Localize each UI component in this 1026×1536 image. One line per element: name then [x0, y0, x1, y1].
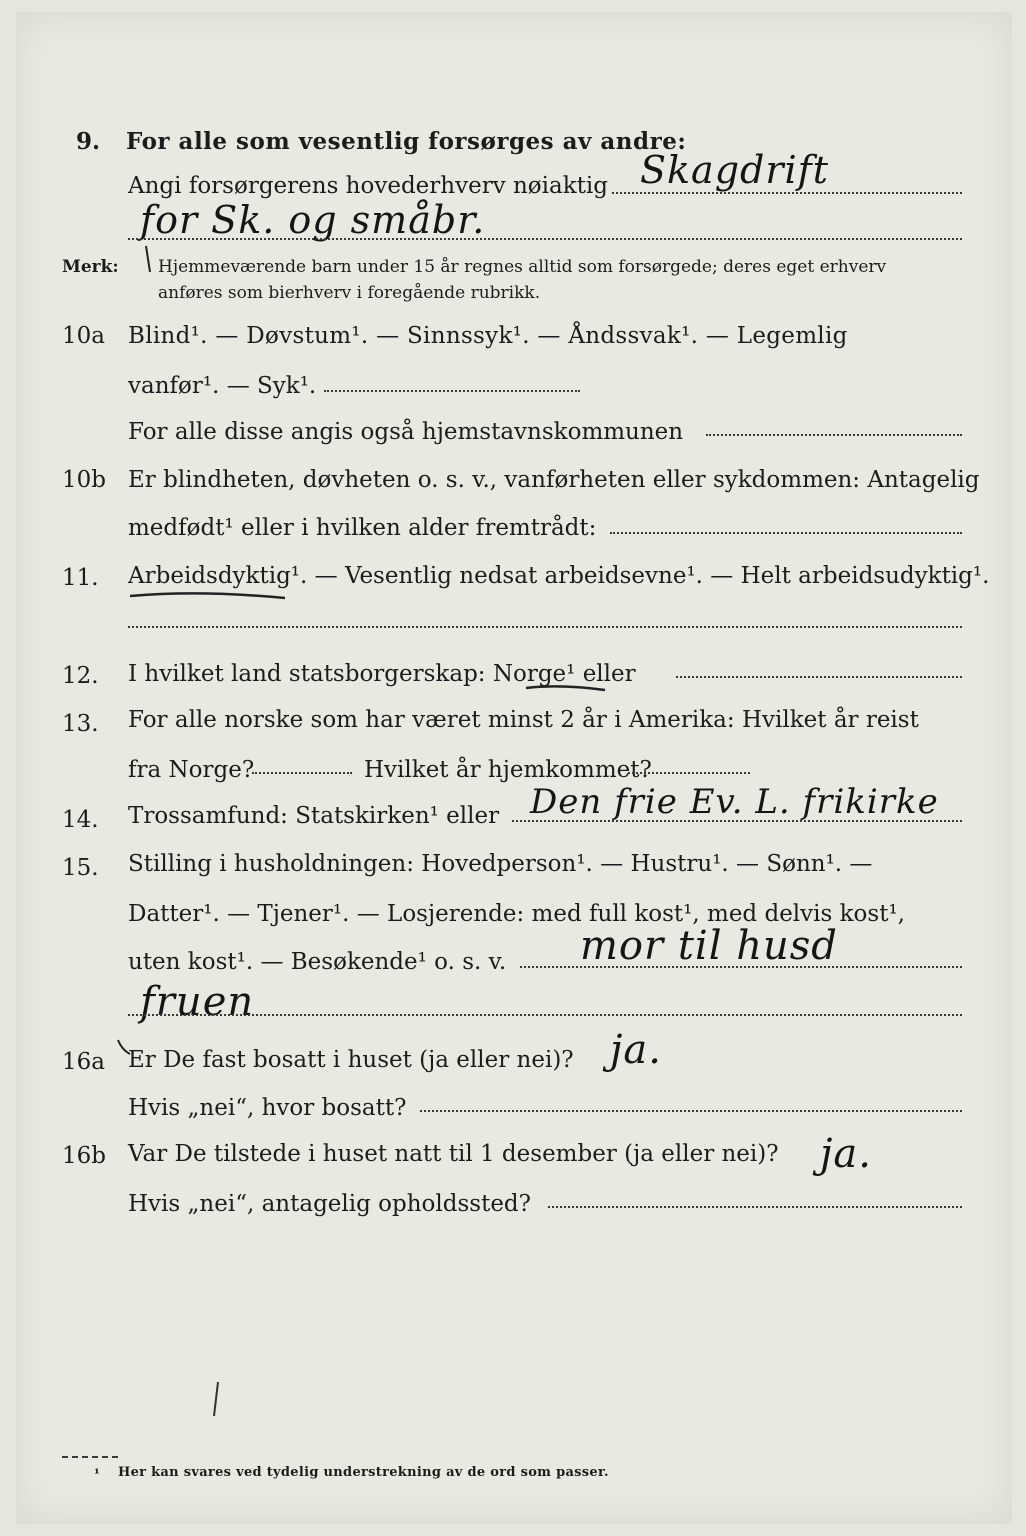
q9-number: 9.	[76, 128, 101, 155]
q11-number: 11.	[62, 565, 99, 591]
q13-line1: For alle norske som har været minst 2 år i Amerika: Hvilket år reist	[128, 707, 919, 733]
q10b-number: 10b	[62, 467, 106, 493]
q10b-line1: Er blindheten, døvheten o. s. v., vanførheten eller sykdommen: Antagelig	[128, 467, 980, 493]
footnote-text: Her kan svares ved tydelig understrekning av de ord som passer.	[118, 1465, 609, 1480]
pen-stroke-bottom	[214, 1382, 218, 1416]
q16a-line2: Hvis „nei“, hvor bosatt?	[128, 1095, 407, 1121]
q13-number: 13.	[62, 711, 99, 737]
underline-arbeidsdyktig	[130, 593, 285, 598]
merk-label: Merk:	[62, 257, 119, 277]
q14-handwritten-answer: Den frie Ev. L. frikirke	[530, 782, 939, 822]
q10b-line2: medfødt¹ eller i hvilken alder fremtrådt:	[128, 515, 597, 541]
q16a-handwritten-answer: ja.	[610, 1027, 662, 1073]
q15-line3: uten kost¹. — Besøkende¹ o. s. v.	[128, 949, 507, 975]
q11-line1: Arbeidsdyktig¹. — Vesentlig nedsat arbeidsevne¹. — Helt arbeidsudyktig¹.	[128, 563, 990, 589]
q9-line2: Angi forsørgerens hovederhverv nøiaktig	[128, 173, 608, 199]
q13-line2b: Hvilket år hjemkommet?	[364, 757, 652, 783]
q15-line2: Datter¹. — Tjener¹. — Losjerende: med full kost¹, med delvis kost¹,	[128, 901, 905, 927]
pen-stroke-merk	[146, 246, 150, 272]
q12-line1: I hvilket land statsborgerskap: Norge¹ eller	[128, 661, 636, 687]
merk-line2: anføres som bierhverv i foregående rubrikk.	[158, 283, 541, 303]
q16a-line1: Er De fast bosatt i huset (ja eller nei)?	[128, 1047, 574, 1073]
q9-handwritten-answer-2: for Sk. og småbr.	[140, 198, 486, 242]
q15-line1: Stilling i husholdningen: Hovedperson¹. — Hustru¹. — Sønn¹. —	[128, 851, 873, 877]
q10a-line3: For alle disse angis også hjemstavnskommunen	[128, 419, 684, 445]
q16b-line1: Var De tilstede i huset natt til 1 desember (ja eller nei)?	[128, 1141, 779, 1167]
q15-handwritten-answer-1: mor til husd	[580, 923, 838, 969]
q12-number: 12.	[62, 663, 99, 689]
underline-norge	[526, 686, 605, 690]
q15-number: 15.	[62, 855, 99, 881]
q10a-line1: Blind¹. — Døvstum¹. — Sinnssyk¹. — Åndssvak¹. — Legemlig	[128, 323, 848, 349]
q16b-handwritten-answer: ja.	[820, 1131, 872, 1177]
q14-number: 14.	[62, 807, 99, 833]
q10a-number: 10a	[62, 323, 105, 349]
q16a-number: 16a	[62, 1049, 105, 1075]
q14-line1: Trossamfund: Statskirken¹ eller	[128, 803, 500, 829]
q16b-number: 16b	[62, 1143, 106, 1169]
q9-line1: For alle som vesentlig forsørges av andre:	[126, 128, 687, 155]
footnote-mark: ¹	[94, 1467, 100, 1482]
q15-handwritten-answer-2: fruen	[140, 979, 255, 1025]
pen-stroke-16a	[118, 1040, 130, 1054]
q16b-line2: Hvis „nei“, antagelig opholdssted?	[128, 1191, 531, 1217]
q9-handwritten-answer-1: Skagdrift	[640, 148, 830, 192]
q10a-line2: vanfør¹. — Syk¹.	[128, 373, 317, 399]
q13-line2a: fra Norge?	[128, 757, 255, 783]
merk-line1: Hjemmeværende barn under 15 år regnes alltid som forsørgede; deres eget erhverv	[158, 257, 887, 277]
